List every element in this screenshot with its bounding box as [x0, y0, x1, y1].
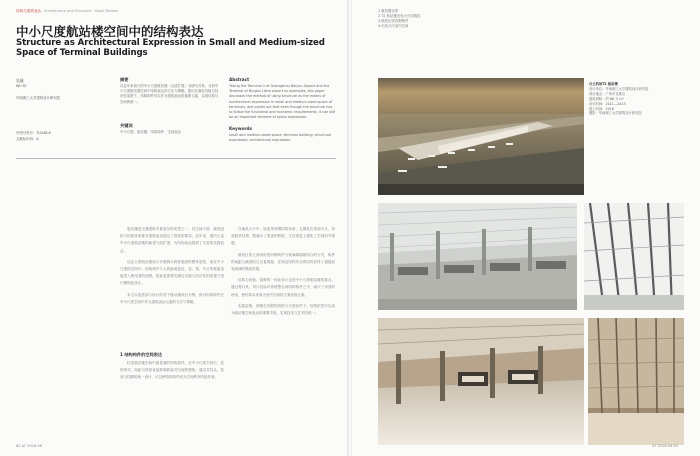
aerial-airport-photo — [378, 78, 584, 195]
keywords-en-label: Keywords — [229, 126, 253, 131]
caption-line: 设计单位：华南理工大学建筑设计研究院 — [589, 86, 649, 91]
caption-line: 竣工时间：2018 — [589, 106, 614, 111]
body-paragraph: 结构与设备、装修的一体化设计也是中小尺度航站楼的重点。通过将灯具、风口及标识系统整合到结构构件之中，减少了吊顶的使用，使结构本身成为室内空间的主要表现元素。 — [231, 278, 335, 297]
caption-line: 摄影：华南理工大学建筑设计研究院 — [589, 111, 642, 116]
body-paragraph: 航站楼是交通建筑中最复杂的类型之一，其空间尺度、流线组织与结构体系都对建筑表达提出了很高的要求。近年来，国内大量中小尺度航站楼的新建与改扩建，为结构表达提供了丰富的实践机会。 — [120, 227, 224, 253]
abstract-en-text: Taking the Terminal 2 of Guangzhou Baiyun Airport and the Terminal of Ningbo Lishe airport as examples, this paper discusses the method of using structure as the means of architectural expression in small and medium-sized space of terminals, and points out that even though the structure has to follow the functional and economic requirements, it can still be an important element of space expression. — [229, 84, 336, 120]
class-number: 中图分类号：TU248.6 — [16, 131, 51, 135]
abstract-cn-text: 以近年来设计的中小尺度航站楼（含改扩建）为研究对象，分析中小尺度航站楼空间中结构表达的方法与策略。提出在满足功能与经济性前提下，结构构件可以作为建筑表达的重要元素，实现结构与空间的统一。 — [120, 84, 219, 104]
page-number-left: 82 AT 2016.06 — [16, 444, 43, 448]
departure-hall-photo — [378, 318, 584, 445]
divider — [16, 158, 336, 159]
keywords-cn-label: 关键词 — [120, 123, 133, 128]
abstract-cn-label: 摘要 — [120, 77, 129, 82]
figure-note: 2 T2 航站楼出发大厅结构柱 — [378, 14, 421, 18]
body-paragraph: 实践证明，即使在有限的投资与尺度条件下，结构依然可以成为航站楼空间表达的重要手段，实现技术与艺术的统一。 — [231, 303, 335, 316]
body-paragraph: 以往大型航站楼设计多强调大跨度屋面的整体造型，而在中小尺度的空间中，结构构件与人的距离更近，柱、梁、节点等要素直接进入使用者的视野，因此更需要在满足功能与经济性的前提下进行精细化设计。 — [120, 259, 224, 286]
body-paragraph: 柱是航站楼空间中最显著的结构构件。在中小尺度空间中，柱的形式、间距与材质直接影响旅客对空间的感知。通过对柱头、柱身与柱脚的统一设计，可以使结构构件成为空间秩序的组织者。 — [120, 361, 224, 380]
figure-note: 3 候机区竖向钢构件 — [378, 19, 409, 23]
body-paragraph: 本文以笔者参与设计的若干航站楼项目为例，探讨结构构件在中小尺度空间中作为建筑表达元素的方法与策略。 — [120, 292, 224, 304]
author-en: WU Di — [16, 84, 27, 88]
project-caption — [589, 82, 689, 116]
figure-note: 4 出发大厅室内空间 — [378, 24, 409, 28]
page-number-right: AT 2016.06 83 — [652, 444, 679, 448]
body-paragraph: 在值机大厅中，屋盖采用钢结构体系，支撑柱在顶部分叉，形成树状结构，既减小了屋盖的跨度，又在视觉上强化了空间的节奏感。 — [231, 227, 335, 246]
title-cn: 中小尺度航站楼空间中的结构表达 — [16, 24, 204, 39]
title-en: Structure as Architectural Expression in Small and Medium-sized Space of Terminal Buildings — [16, 38, 325, 58]
keywords-cn-text: 中小尺度；航站楼；结构构件；空间表达 — [120, 130, 182, 134]
header-section-cn: 结构与建筑表达 — [16, 9, 42, 13]
caption-line: 建筑面积：约 88 万 m² — [589, 96, 624, 101]
keywords-en-text: small and medium-sized space; terminal building; structural expression; architectural expression — [229, 133, 332, 143]
curtain-wall-photo — [588, 318, 684, 445]
body-column-1b — [120, 360, 224, 386]
body-paragraph: 候机区的立面采用竖向钢构件与玻璃幕墙相结合的方式，构件的间距与截面经过反复推敲，在保证结构安全的同时获得了通透而有韵律的界面效果。 — [231, 252, 335, 272]
header-section-en: Architecture and Structure · Book Review — [44, 9, 119, 13]
abstract-en-label: Abstract — [229, 77, 250, 82]
subheading-1: 1 结构构件的空间表达 — [120, 352, 163, 357]
figure-note: 1 航站楼全景 — [378, 9, 399, 13]
caption-line: 项目地点：广州市花都区 — [589, 91, 626, 96]
right-page — [352, 0, 700, 456]
caption-line: 设计时间：2011—2013 — [589, 101, 626, 106]
body-column-2 — [231, 226, 335, 321]
caption-title: 白云机场T2 航站楼 — [589, 82, 618, 86]
affiliation: 华南理工大学建筑设计研究院 — [16, 96, 61, 100]
document-code: 文献标识码：A — [16, 137, 39, 141]
steel-facade-photo — [584, 203, 684, 310]
check-in-hall-photo — [378, 203, 577, 310]
body-column-1 — [120, 226, 224, 310]
author-cn: 吴迪 — [16, 78, 24, 83]
